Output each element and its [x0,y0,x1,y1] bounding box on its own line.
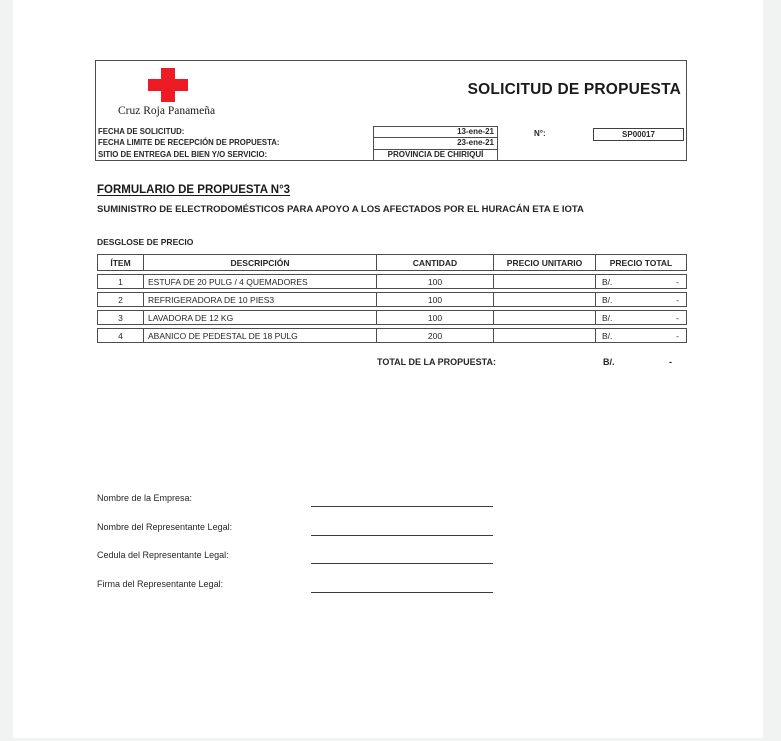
cell-item: 3 [97,310,143,325]
cell-item: 2 [97,292,143,307]
col-header-unit-price: PRECIO UNITARIO [493,254,595,271]
signature-line [311,592,493,593]
organization-name: Cruz Roja Panameña [118,105,216,117]
number-label: N°: [534,129,546,138]
signature-row-legal-rep-signature [97,577,497,593]
total-dash: - [676,276,679,287]
cell-total-price [595,310,687,325]
total-dash: - [676,312,679,323]
col-header-total-price: PRECIO TOTAL [595,254,687,271]
total-value: - [669,357,672,367]
number-value-box: SP00017 [593,128,684,141]
signature-row-legal-rep-id [97,548,497,564]
proposal-total-row [95,357,687,371]
col-header-quantity: CANTIDAD [376,254,493,271]
col-header-description: DESCRIPCIÓN [143,254,376,271]
cell-total-price [595,292,687,307]
document-page [13,0,763,738]
cell-item: 1 [97,274,143,289]
currency-symbol: B/. [602,294,613,305]
cell-unit-price [493,328,595,343]
total-dash: - [676,330,679,341]
currency-symbol: B/. [602,276,613,287]
cell-unit-price [493,292,595,307]
field-label: FECHA DE SOLICITUD: [98,127,185,136]
currency-symbol: B/. [602,330,613,341]
proposal-form [95,60,687,589]
field-row-sitio-entrega [96,149,686,160]
currency-symbol: B/. [602,312,613,323]
cell-unit-price [493,310,595,325]
signature-label: Cedula del Representante Legal: [97,550,229,560]
cell-description: ESTUFA DE 20 PULG / 4 QUEMADORES [143,274,376,289]
cell-total-price [595,274,687,289]
signature-label: Nombre del Representante Legal: [97,522,233,532]
cell-total-price [595,328,687,343]
price-table [97,251,687,346]
cell-unit-price [493,274,595,289]
document-title: SOLICITUD DE PROPUESTA [467,81,681,98]
cell-quantity: 100 [376,310,493,325]
field-label: FECHA LIMITE DE RECEPCIÓN DE PROPUESTA: [98,138,280,148]
total-dash: - [676,294,679,305]
price-table-caption: DESGLOSE DE PRECIO [97,237,194,247]
cell-description: ABANICO DE PEDESTAL DE 18 PULG [143,328,376,343]
table-row [97,328,687,343]
table-row [97,274,687,289]
col-header-item: ÍTEM [97,254,143,271]
signature-row-company-name [97,491,497,507]
signature-label: Firma del Representante Legal: [97,579,224,589]
field-value-box: 13-ene-21 [373,126,498,138]
field-value-box: PROVINCIA DE CHIRIQUÍ [373,149,498,161]
table-row [97,292,687,307]
table-row [97,310,687,325]
cell-quantity: 100 [376,274,493,289]
cell-description: LAVADORA DE 12 KG [143,310,376,325]
red-cross-icon [148,68,188,102]
table-header-row [97,254,687,271]
total-label: TOTAL DE LA PROPUESTA: [377,357,497,367]
field-label: SITIO DE ENTREGA DEL BIEN Y/O SERVICIO: [98,149,268,159]
cell-quantity: 200 [376,328,493,343]
form-subtitle: SUMINISTRO DE ELECTRODOMÉSTICOS PARA APOYO A LOS AFECTADOS POR EL HURACÁN ETA E IOTA [97,204,584,215]
cell-item: 4 [97,328,143,343]
signature-line [311,535,493,536]
cell-quantity: 100 [376,292,493,307]
field-value-box: 23-ene-21 [373,137,498,149]
signature-row-legal-rep-name [97,520,497,536]
signature-label: Nombre de la Empresa: [97,493,193,503]
signature-line [311,563,493,564]
signature-line [311,506,493,507]
total-currency: B/. [603,357,615,367]
form-title: FORMULARIO DE PROPUESTA N°3 [97,184,291,196]
form-header [95,60,687,161]
cell-description: REFRIGERADORA DE 10 PIES3 [143,292,376,307]
